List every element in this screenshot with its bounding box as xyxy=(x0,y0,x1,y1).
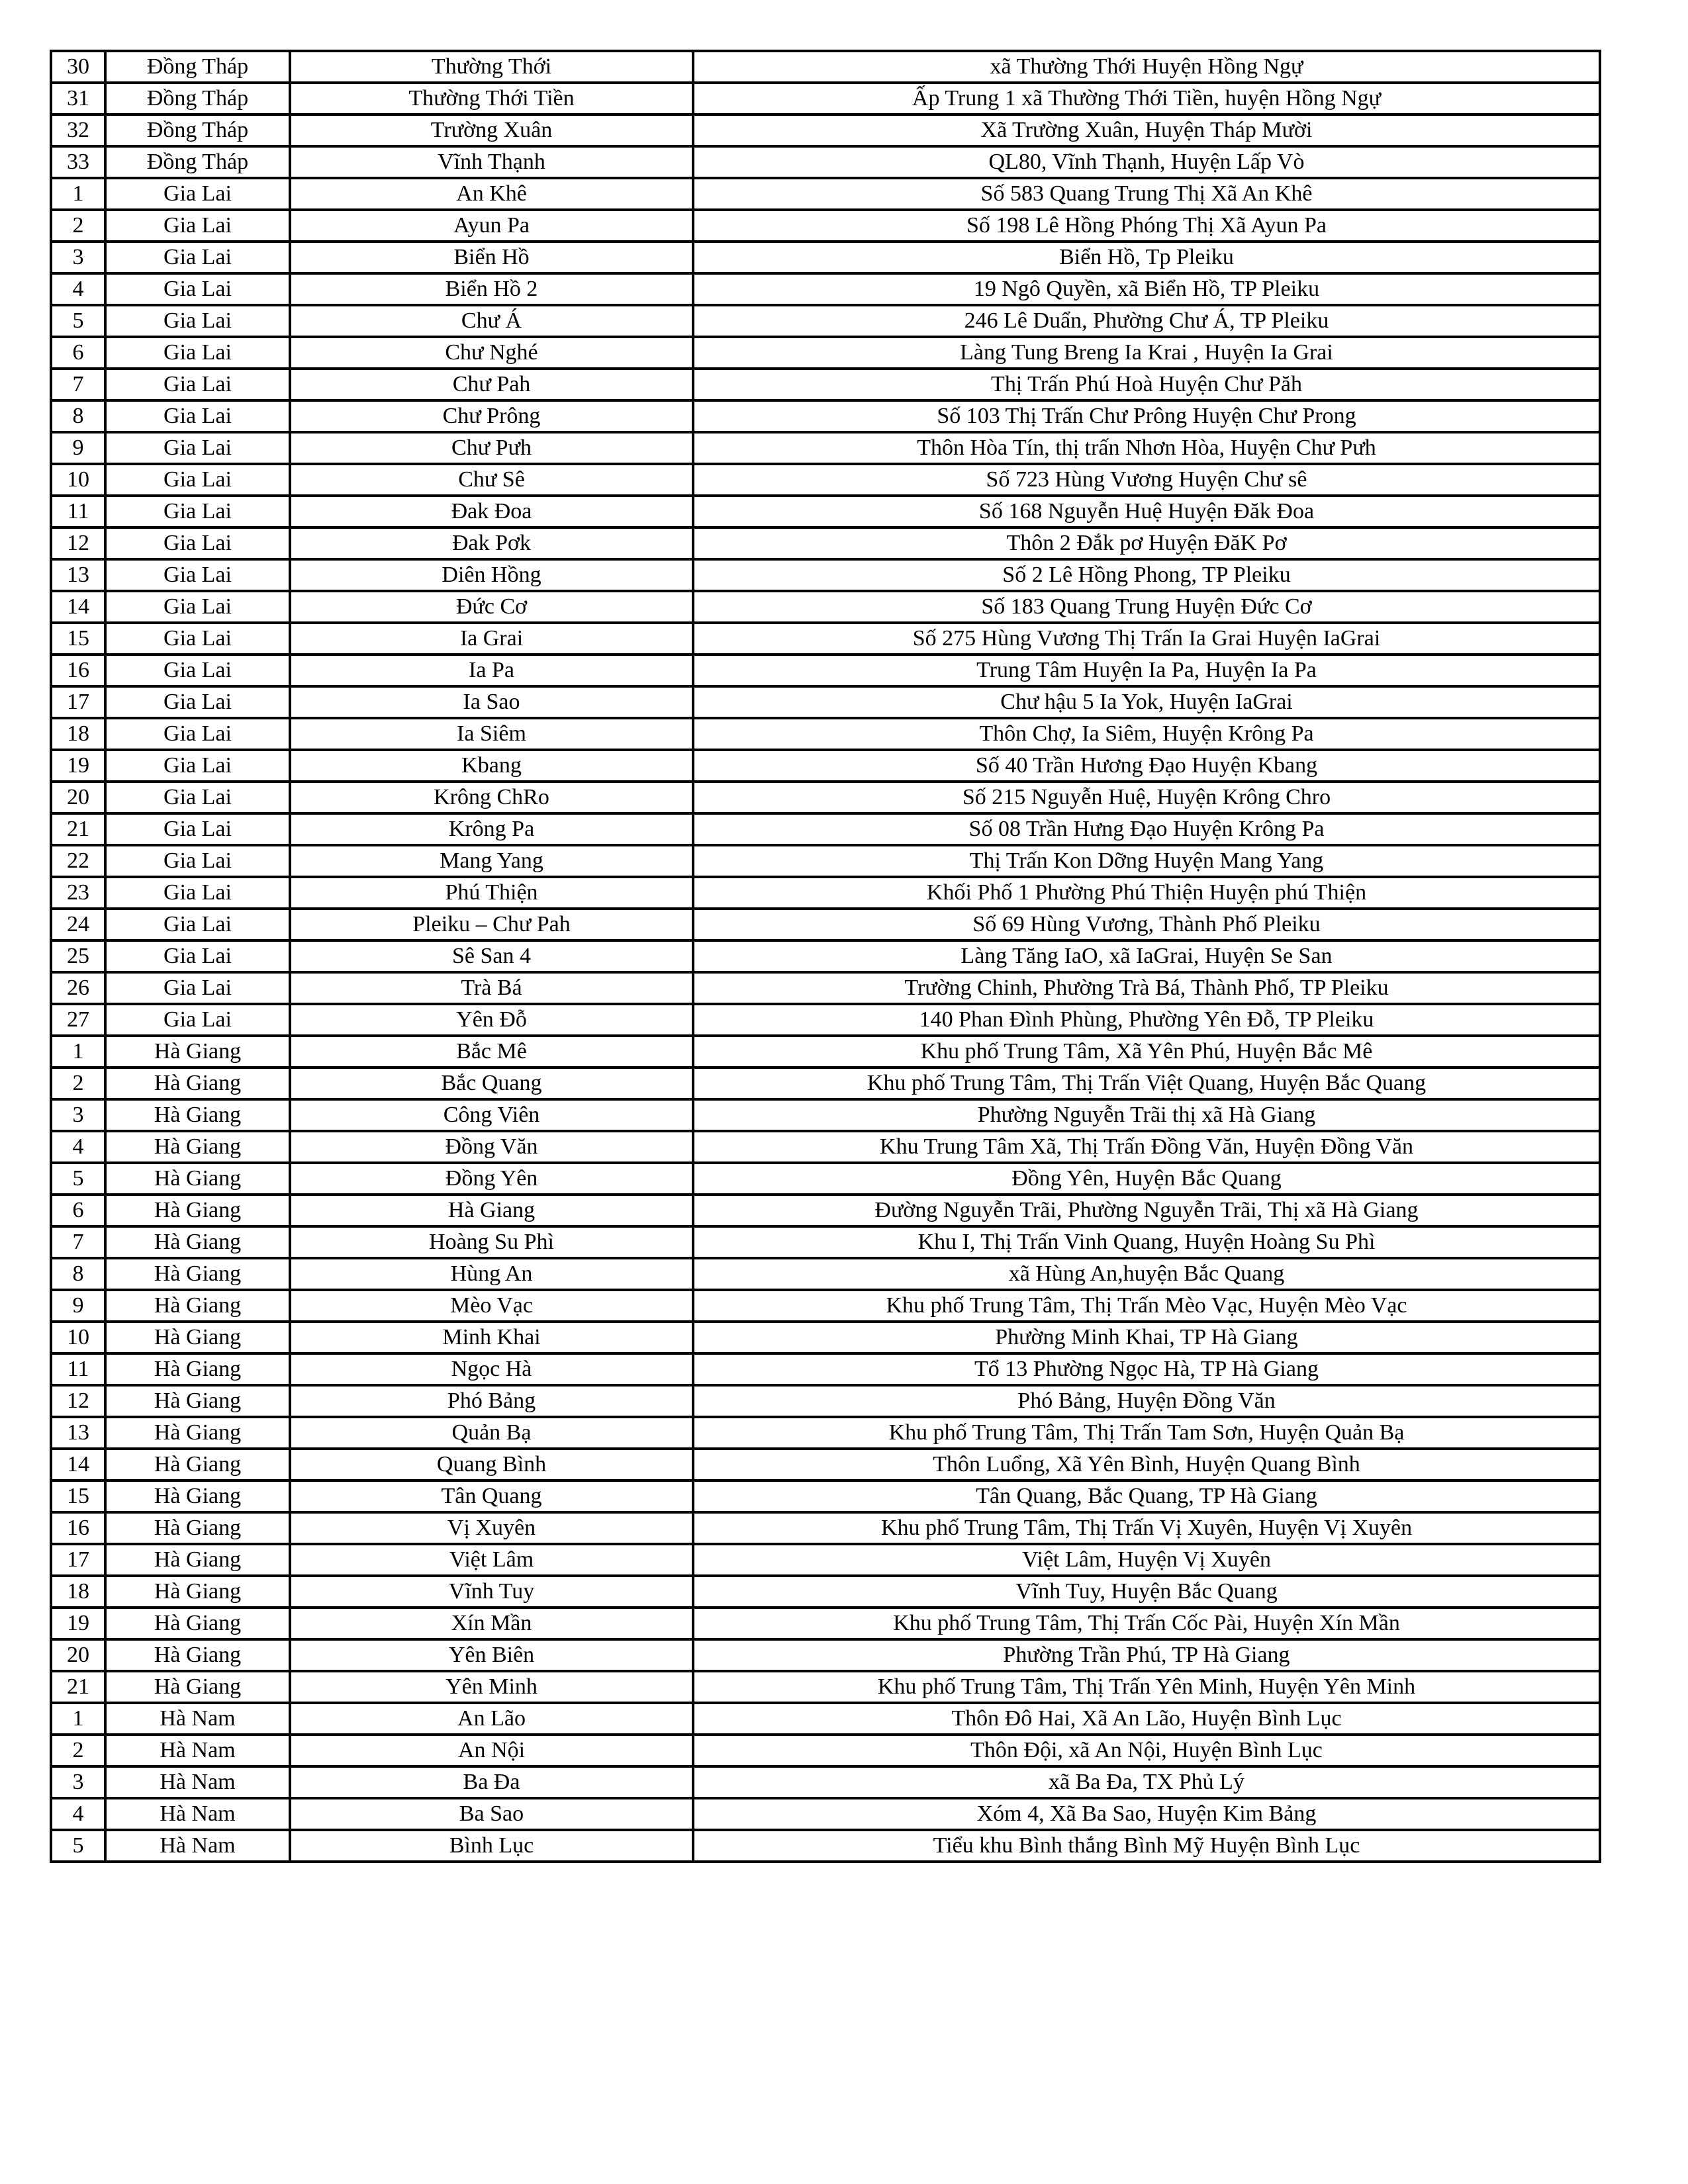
station-name-cell: Vĩnh Thạnh xyxy=(290,146,693,178)
address-cell: Số 583 Quang Trung Thị Xã An Khê xyxy=(693,178,1600,210)
table-row xyxy=(51,1512,1600,1544)
province-cell: Hà Giang xyxy=(105,1385,290,1417)
address-cell: Tiểu khu Bình thắng Bình Mỹ Huyện Bình Lục xyxy=(693,1830,1600,1862)
station-name-cell: Phó Bảng xyxy=(290,1385,693,1417)
station-name-cell: Thường Thới xyxy=(290,51,693,83)
row-number-cell: 4 xyxy=(51,1131,105,1163)
station-name-cell: Chư Pưh xyxy=(290,432,693,464)
address-cell: Khu phố Trung Tâm, Thị Trấn Cốc Pài, Huyện Xín Mần xyxy=(693,1608,1600,1639)
table-row xyxy=(51,1353,1600,1385)
table-row xyxy=(51,1385,1600,1417)
address-cell: Số 183 Quang Trung Huyện Đức Cơ xyxy=(693,591,1600,623)
row-number-cell: 30 xyxy=(51,51,105,83)
row-number-cell: 5 xyxy=(51,305,105,337)
address-cell: Khu phố Trung Tâm, Thị Trấn Vị Xuyên, Huyện Vị Xuyên xyxy=(693,1512,1600,1544)
row-number-cell: 18 xyxy=(51,718,105,750)
station-name-cell: Quang Bình xyxy=(290,1449,693,1480)
station-name-cell: An Lão xyxy=(290,1703,693,1735)
province-cell: Hà Giang xyxy=(105,1353,290,1385)
station-name-cell: Minh Khai xyxy=(290,1322,693,1353)
station-name-cell: Krông Pa xyxy=(290,813,693,845)
province-cell: Gia Lai xyxy=(105,750,290,782)
table-row xyxy=(51,1671,1600,1703)
address-cell: Xóm 4, Xã Ba Sao, Huyện Kim Bảng xyxy=(693,1798,1600,1830)
address-cell: Khu phố Trung Tâm, Thị Trấn Tam Sơn, Huyện Quản Bạ xyxy=(693,1417,1600,1449)
address-cell: Tổ 13 Phường Ngọc Hà, TP Hà Giang xyxy=(693,1353,1600,1385)
province-cell: Gia Lai xyxy=(105,400,290,432)
station-name-cell: An Khê xyxy=(290,178,693,210)
address-cell: Số 215 Nguyễn Huệ, Huyện Krông Chro xyxy=(693,782,1600,813)
station-name-cell: Biển Hồ 2 xyxy=(290,273,693,305)
province-cell: Gia Lai xyxy=(105,623,290,655)
row-number-cell: 21 xyxy=(51,813,105,845)
province-cell: Gia Lai xyxy=(105,242,290,273)
province-cell: Gia Lai xyxy=(105,178,290,210)
province-cell: Gia Lai xyxy=(105,845,290,877)
station-name-cell: Chư Sê xyxy=(290,464,693,496)
address-cell: QL80, Vĩnh Thạnh, Huyện Lấp Vò xyxy=(693,146,1600,178)
address-cell: Khu phố Trung Tâm, Thị Trấn Mèo Vạc, Huyện Mèo Vạc xyxy=(693,1290,1600,1322)
station-name-cell: Thường Thới Tiền xyxy=(290,83,693,114)
province-cell: Hà Giang xyxy=(105,1036,290,1068)
row-number-cell: 3 xyxy=(51,1766,105,1798)
table-row xyxy=(51,1004,1600,1036)
address-cell: 246 Lê Duẩn, Phường Chư Á, TP Pleiku xyxy=(693,305,1600,337)
row-number-cell: 8 xyxy=(51,400,105,432)
table-row xyxy=(51,1417,1600,1449)
row-number-cell: 4 xyxy=(51,273,105,305)
province-cell: Hà Giang xyxy=(105,1639,290,1671)
row-number-cell: 24 xyxy=(51,909,105,940)
station-name-cell: Ia Grai xyxy=(290,623,693,655)
row-number-cell: 9 xyxy=(51,432,105,464)
province-cell: Gia Lai xyxy=(105,718,290,750)
station-name-cell: Diên Hồng xyxy=(290,559,693,591)
row-number-cell: 19 xyxy=(51,750,105,782)
row-number-cell: 4 xyxy=(51,1798,105,1830)
table-row xyxy=(51,1830,1600,1862)
province-cell: Hà Nam xyxy=(105,1830,290,1862)
table-row xyxy=(51,1099,1600,1131)
province-cell: Gia Lai xyxy=(105,909,290,940)
province-cell: Hà Giang xyxy=(105,1544,290,1576)
row-number-cell: 16 xyxy=(51,1512,105,1544)
row-number-cell: 21 xyxy=(51,1671,105,1703)
station-name-cell: Hùng An xyxy=(290,1258,693,1290)
row-number-cell: 1 xyxy=(51,178,105,210)
row-number-cell: 10 xyxy=(51,464,105,496)
table-row xyxy=(51,940,1600,972)
row-number-cell: 13 xyxy=(51,559,105,591)
station-name-cell: Chư Pah xyxy=(290,369,693,400)
station-name-cell: Ngọc Hà xyxy=(290,1353,693,1385)
station-name-cell: Yên Đỗ xyxy=(290,1004,693,1036)
table-row xyxy=(51,845,1600,877)
row-number-cell: 20 xyxy=(51,782,105,813)
province-cell: Hà Giang xyxy=(105,1258,290,1290)
address-cell: Khu phố Trung Tâm, Thị Trấn Việt Quang, Huyện Bắc Quang xyxy=(693,1068,1600,1099)
row-number-cell: 14 xyxy=(51,1449,105,1480)
station-name-cell: Ayun Pa xyxy=(290,210,693,242)
row-number-cell: 3 xyxy=(51,1099,105,1131)
row-number-cell: 7 xyxy=(51,1226,105,1258)
station-name-cell: Kbang xyxy=(290,750,693,782)
province-cell: Gia Lai xyxy=(105,210,290,242)
table-row xyxy=(51,1163,1600,1195)
address-cell: Khu phố Trung Tâm, Thị Trấn Yên Minh, Huyện Yên Minh xyxy=(693,1671,1600,1703)
table-row xyxy=(51,464,1600,496)
address-cell: Việt Lâm, Huyện Vị Xuyên xyxy=(693,1544,1600,1576)
row-number-cell: 15 xyxy=(51,623,105,655)
station-name-cell: Bình Lục xyxy=(290,1830,693,1862)
address-cell: Thôn Hòa Tín, thị trấn Nhơn Hòa, Huyện Chư Pưh xyxy=(693,432,1600,464)
province-cell: Hà Giang xyxy=(105,1290,290,1322)
province-cell: Gia Lai xyxy=(105,464,290,496)
table-row xyxy=(51,1480,1600,1512)
row-number-cell: 12 xyxy=(51,1385,105,1417)
table-row xyxy=(51,242,1600,273)
province-cell: Đồng Tháp xyxy=(105,114,290,146)
row-number-cell: 2 xyxy=(51,1735,105,1766)
station-name-cell: Bắc Mê xyxy=(290,1036,693,1068)
table-row xyxy=(51,1322,1600,1353)
table-row xyxy=(51,877,1600,909)
station-name-cell: Chư Prông xyxy=(290,400,693,432)
address-cell: Số 08 Trần Hưng Đạo Huyện Krông Pa xyxy=(693,813,1600,845)
station-name-cell: Mèo Vạc xyxy=(290,1290,693,1322)
table-row xyxy=(51,178,1600,210)
province-cell: Gia Lai xyxy=(105,877,290,909)
table-row xyxy=(51,1226,1600,1258)
row-number-cell: 20 xyxy=(51,1639,105,1671)
province-cell: Gia Lai xyxy=(105,559,290,591)
table-row xyxy=(51,527,1600,559)
address-cell: Số 2 Lê Hồng Phong, TP Pleiku xyxy=(693,559,1600,591)
province-cell: Gia Lai xyxy=(105,527,290,559)
province-cell: Hà Giang xyxy=(105,1417,290,1449)
row-number-cell: 11 xyxy=(51,1353,105,1385)
station-name-cell: Đak Đoa xyxy=(290,496,693,527)
row-number-cell: 26 xyxy=(51,972,105,1004)
table-body xyxy=(51,51,1600,1862)
station-name-cell: Đồng Văn xyxy=(290,1131,693,1163)
row-number-cell: 9 xyxy=(51,1290,105,1322)
table-row xyxy=(51,1544,1600,1576)
address-cell: Ấp Trung 1 xã Thường Thới Tiền, huyện Hồng Ngự xyxy=(693,83,1600,114)
address-cell: Thị Trấn Kon Dỡng Huyện Mang Yang xyxy=(693,845,1600,877)
table-row xyxy=(51,496,1600,527)
station-name-cell: Yên Minh xyxy=(290,1671,693,1703)
province-cell: Gia Lai xyxy=(105,655,290,686)
province-cell: Gia Lai xyxy=(105,591,290,623)
row-number-cell: 8 xyxy=(51,1258,105,1290)
station-name-cell: Hoàng Su Phì xyxy=(290,1226,693,1258)
province-cell: Hà Giang xyxy=(105,1608,290,1639)
province-cell: Gia Lai xyxy=(105,813,290,845)
address-cell: Tân Quang, Bắc Quang, TP Hà Giang xyxy=(693,1480,1600,1512)
address-cell: Thôn Chợ, Ia Siêm, Huyện Krông Pa xyxy=(693,718,1600,750)
table-row xyxy=(51,1290,1600,1322)
station-name-cell: Chư Nghé xyxy=(290,337,693,369)
row-number-cell: 2 xyxy=(51,210,105,242)
address-cell: Số 103 Thị Trấn Chư Prông Huyện Chư Prong xyxy=(693,400,1600,432)
address-cell: Thôn Đô Hai, Xã An Lão, Huyện Bình Lục xyxy=(693,1703,1600,1735)
table-row xyxy=(51,83,1600,114)
table-row xyxy=(51,1766,1600,1798)
address-cell: Số 198 Lê Hồng Phóng Thị Xã Ayun Pa xyxy=(693,210,1600,242)
table-row xyxy=(51,1195,1600,1226)
station-name-cell: Đức Cơ xyxy=(290,591,693,623)
row-number-cell: 3 xyxy=(51,242,105,273)
address-cell: Xã Trường Xuân, Huyện Tháp Mười xyxy=(693,114,1600,146)
station-name-cell: Vĩnh Tuy xyxy=(290,1576,693,1608)
province-cell: Hà Giang xyxy=(105,1480,290,1512)
row-number-cell: 6 xyxy=(51,1195,105,1226)
address-cell: Làng Tung Breng Ia Krai , Huyện Ia Grai xyxy=(693,337,1600,369)
station-name-cell: An Nội xyxy=(290,1735,693,1766)
table-row xyxy=(51,400,1600,432)
address-cell: Đồng Yên, Huyện Bắc Quang xyxy=(693,1163,1600,1195)
station-name-cell: Tân Quang xyxy=(290,1480,693,1512)
province-cell: Hà Giang xyxy=(105,1068,290,1099)
address-cell: xã Hùng An,huyện Bắc Quang xyxy=(693,1258,1600,1290)
address-cell: Khu I, Thị Trấn Vinh Quang, Huyện Hoàng Su Phì xyxy=(693,1226,1600,1258)
table-row xyxy=(51,1068,1600,1099)
row-number-cell: 1 xyxy=(51,1036,105,1068)
row-number-cell: 27 xyxy=(51,1004,105,1036)
table-row xyxy=(51,813,1600,845)
table-row xyxy=(51,1576,1600,1608)
row-number-cell: 25 xyxy=(51,940,105,972)
table-row xyxy=(51,1258,1600,1290)
row-number-cell: 23 xyxy=(51,877,105,909)
address-cell: Phường Minh Khai, TP Hà Giang xyxy=(693,1322,1600,1353)
station-name-cell: Biển Hồ xyxy=(290,242,693,273)
station-name-cell: Mang Yang xyxy=(290,845,693,877)
row-number-cell: 22 xyxy=(51,845,105,877)
address-cell: Phường Trần Phú, TP Hà Giang xyxy=(693,1639,1600,1671)
province-cell: Hà Giang xyxy=(105,1671,290,1703)
province-cell: Gia Lai xyxy=(105,496,290,527)
province-cell: Hà Giang xyxy=(105,1099,290,1131)
province-cell: Gia Lai xyxy=(105,972,290,1004)
station-name-cell: Krông ChRo xyxy=(290,782,693,813)
station-name-cell: Sê San 4 xyxy=(290,940,693,972)
table-row xyxy=(51,1449,1600,1480)
table-row xyxy=(51,1639,1600,1671)
station-name-cell: Bắc Quang xyxy=(290,1068,693,1099)
province-cell: Hà Nam xyxy=(105,1798,290,1830)
province-cell: Hà Giang xyxy=(105,1576,290,1608)
address-cell: Số 168 Nguyễn Huệ Huyện Đăk Đoa xyxy=(693,496,1600,527)
row-number-cell: 12 xyxy=(51,527,105,559)
address-cell: Số 275 Hùng Vương Thị Trấn Ia Grai Huyện IaGrai xyxy=(693,623,1600,655)
table-row xyxy=(51,655,1600,686)
address-cell: Thôn Đội, xã An Nội, Huyện Bình Lục xyxy=(693,1735,1600,1766)
address-cell: Phường Nguyễn Trãi thị xã Hà Giang xyxy=(693,1099,1600,1131)
station-name-cell: Đồng Yên xyxy=(290,1163,693,1195)
row-number-cell: 19 xyxy=(51,1608,105,1639)
address-cell: Trung Tâm Huyện Ia Pa, Huyện Ia Pa xyxy=(693,655,1600,686)
row-number-cell: 32 xyxy=(51,114,105,146)
province-cell: Hà Nam xyxy=(105,1735,290,1766)
row-number-cell: 5 xyxy=(51,1830,105,1862)
row-number-cell: 17 xyxy=(51,1544,105,1576)
table-row xyxy=(51,782,1600,813)
station-name-cell: Pleiku – Chư Pah xyxy=(290,909,693,940)
table-row xyxy=(51,1703,1600,1735)
row-number-cell: 17 xyxy=(51,686,105,718)
province-cell: Đồng Tháp xyxy=(105,83,290,114)
table-row xyxy=(51,1608,1600,1639)
province-cell: Hà Giang xyxy=(105,1449,290,1480)
address-cell: 140 Phan Đình Phùng, Phường Yên Đỗ, TP Pleiku xyxy=(693,1004,1600,1036)
province-cell: Gia Lai xyxy=(105,337,290,369)
table-row xyxy=(51,972,1600,1004)
address-cell: Biển Hồ, Tp Pleiku xyxy=(693,242,1600,273)
province-cell: Gia Lai xyxy=(105,1004,290,1036)
address-cell: Khu Trung Tâm Xã, Thị Trấn Đồng Văn, Huyện Đồng Văn xyxy=(693,1131,1600,1163)
table-row xyxy=(51,114,1600,146)
table-row xyxy=(51,1735,1600,1766)
row-number-cell: 33 xyxy=(51,146,105,178)
province-cell: Hà Giang xyxy=(105,1131,290,1163)
address-cell: Trường Chinh, Phường Trà Bá, Thành Phố, TP Pleiku xyxy=(693,972,1600,1004)
station-name-cell: Hà Giang xyxy=(290,1195,693,1226)
station-name-cell: Yên Biên xyxy=(290,1639,693,1671)
row-number-cell: 5 xyxy=(51,1163,105,1195)
table-row xyxy=(51,1798,1600,1830)
station-name-cell: Ia Pa xyxy=(290,655,693,686)
address-cell: Khối Phố 1 Phường Phú Thiện Huyện phú Thiện xyxy=(693,877,1600,909)
row-number-cell: 16 xyxy=(51,655,105,686)
address-cell: Phó Bảng, Huyện Đồng Văn xyxy=(693,1385,1600,1417)
table-row xyxy=(51,369,1600,400)
row-number-cell: 10 xyxy=(51,1322,105,1353)
address-cell: Vĩnh Tuy, Huyện Bắc Quang xyxy=(693,1576,1600,1608)
province-cell: Gia Lai xyxy=(105,305,290,337)
table-row xyxy=(51,51,1600,83)
address-cell: Số 69 Hùng Vương, Thành Phố Pleiku xyxy=(693,909,1600,940)
province-cell: Hà Giang xyxy=(105,1163,290,1195)
station-name-cell: Ba Sao xyxy=(290,1798,693,1830)
province-cell: Gia Lai xyxy=(105,686,290,718)
table-row xyxy=(51,1131,1600,1163)
province-cell: Hà Giang xyxy=(105,1195,290,1226)
row-number-cell: 7 xyxy=(51,369,105,400)
station-name-cell: Ia Sao xyxy=(290,686,693,718)
table-row xyxy=(51,559,1600,591)
station-name-cell: Việt Lâm xyxy=(290,1544,693,1576)
row-number-cell: 1 xyxy=(51,1703,105,1735)
address-cell: Số 723 Hùng Vương Huyện Chư sê xyxy=(693,464,1600,496)
station-name-cell: Chư Á xyxy=(290,305,693,337)
row-number-cell: 31 xyxy=(51,83,105,114)
table-row xyxy=(51,146,1600,178)
province-cell: Hà Nam xyxy=(105,1703,290,1735)
station-name-cell: Ba Đa xyxy=(290,1766,693,1798)
stations-table xyxy=(50,50,1601,1863)
table-row xyxy=(51,273,1600,305)
table-row xyxy=(51,337,1600,369)
province-cell: Gia Lai xyxy=(105,782,290,813)
station-name-cell: Ia Siêm xyxy=(290,718,693,750)
table-row xyxy=(51,591,1600,623)
table-row xyxy=(51,909,1600,940)
table-row xyxy=(51,750,1600,782)
table-row xyxy=(51,623,1600,655)
province-cell: Gia Lai xyxy=(105,273,290,305)
station-name-cell: Xín Mần xyxy=(290,1608,693,1639)
row-number-cell: 11 xyxy=(51,496,105,527)
address-cell: Chư hậu 5 Ia Yok, Huyện IaGrai xyxy=(693,686,1600,718)
row-number-cell: 15 xyxy=(51,1480,105,1512)
address-cell: 19 Ngô Quyền, xã Biển Hồ, TP Pleiku xyxy=(693,273,1600,305)
row-number-cell: 2 xyxy=(51,1068,105,1099)
station-name-cell: Công Viên xyxy=(290,1099,693,1131)
station-name-cell: Trà Bá xyxy=(290,972,693,1004)
row-number-cell: 14 xyxy=(51,591,105,623)
address-cell: Làng Tăng IaO, xã IaGrai, Huyện Se San xyxy=(693,940,1600,972)
address-cell: Thôn Luổng, Xã Yên Bình, Huyện Quang Bình xyxy=(693,1449,1600,1480)
address-cell: Thôn 2 Đắk pơ Huyện ĐăK Pơ xyxy=(693,527,1600,559)
province-cell: Đồng Tháp xyxy=(105,146,290,178)
province-cell: Hà Giang xyxy=(105,1226,290,1258)
province-cell: Gia Lai xyxy=(105,432,290,464)
station-name-cell: Đak Pơk xyxy=(290,527,693,559)
table-row xyxy=(51,432,1600,464)
row-number-cell: 13 xyxy=(51,1417,105,1449)
province-cell: Hà Nam xyxy=(105,1766,290,1798)
station-name-cell: Phú Thiện xyxy=(290,877,693,909)
table-row xyxy=(51,1036,1600,1068)
address-cell: Số 40 Trần Hương Đạo Huyện Kbang xyxy=(693,750,1600,782)
province-cell: Hà Giang xyxy=(105,1322,290,1353)
address-cell: xã Thường Thới Huyện Hồng Ngự xyxy=(693,51,1600,83)
province-cell: Gia Lai xyxy=(105,369,290,400)
province-cell: Hà Giang xyxy=(105,1512,290,1544)
table-row xyxy=(51,305,1600,337)
province-cell: Đồng Tháp xyxy=(105,51,290,83)
address-cell: xã Ba Đa, TX Phủ Lý xyxy=(693,1766,1600,1798)
address-cell: Đường Nguyễn Trãi, Phường Nguyễn Trãi, Thị xã Hà Giang xyxy=(693,1195,1600,1226)
province-cell: Gia Lai xyxy=(105,940,290,972)
table-row xyxy=(51,210,1600,242)
station-name-cell: Trường Xuân xyxy=(290,114,693,146)
table-row xyxy=(51,686,1600,718)
address-cell: Khu phố Trung Tâm, Xã Yên Phú, Huyện Bắc Mê xyxy=(693,1036,1600,1068)
row-number-cell: 6 xyxy=(51,337,105,369)
address-cell: Thị Trấn Phú Hoà Huyện Chư Păh xyxy=(693,369,1600,400)
table-row xyxy=(51,718,1600,750)
station-name-cell: Vị Xuyên xyxy=(290,1512,693,1544)
station-name-cell: Quản Bạ xyxy=(290,1417,693,1449)
row-number-cell: 18 xyxy=(51,1576,105,1608)
